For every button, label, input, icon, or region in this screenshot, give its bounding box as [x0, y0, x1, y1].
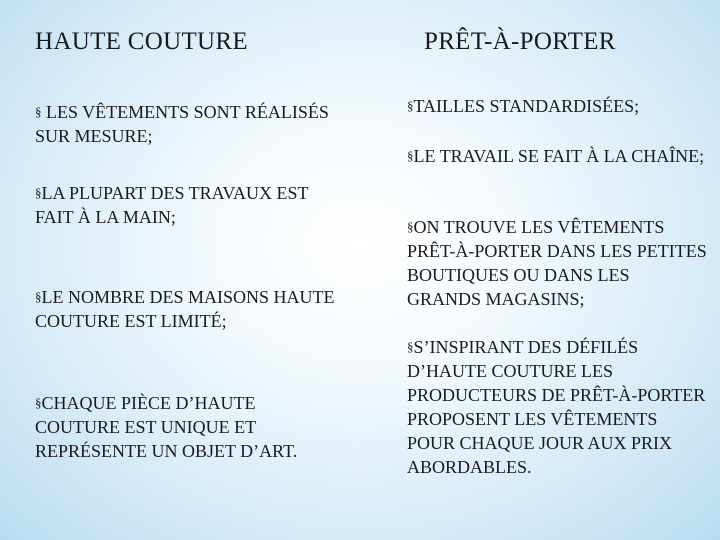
pret-a-porter-item: [407, 94, 707, 118]
haute-couture-item: [35, 181, 335, 229]
bullet-icon: §: [35, 395, 42, 410]
item-text: TAILLES STANDARDISÉES;: [413, 96, 640, 116]
haute-couture-heading: HAUTE COUTURE: [35, 28, 248, 55]
item-text: S’INSPIRANT DES DÉFILÉS D’HAUTE COUTURE LES PRODUCTEURS DE PRÊT-À-PORTER PROPOSENT LES VÊTEMENTS POUR CHAQUE JOUR AUX PRIX ABORDABLES.: [407, 337, 706, 477]
pret-a-porter-item: [407, 144, 707, 168]
bullet-icon: §: [35, 104, 42, 119]
item-text: ON TROUVE LES VÊTEMENTS PRÊT-À-PORTER DANS LES PETITES BOUTIQUES OU DANS LES GRANDS MAGASINS;: [407, 217, 707, 309]
pret-a-porter-item: [407, 335, 707, 479]
bullet-icon: §: [35, 289, 42, 304]
bullet-icon: §: [407, 98, 414, 113]
haute-couture-item: [35, 100, 335, 148]
item-text: CHAQUE PIÈCE D’HAUTE COUTURE EST UNIQUE ET REPRÉSENTE UN OBJET D’ART.: [35, 393, 298, 461]
pret-a-porter-heading: PRÊT-À-PORTER: [424, 28, 616, 55]
item-text: LE NOMBRE DES MAISONS HAUTE COUTURE EST LIMITÉ;: [35, 287, 335, 331]
bullet-icon: §: [407, 219, 414, 234]
bullet-icon: §: [407, 339, 414, 354]
item-text: LA PLUPART DES TRAVAUX EST FAIT À LA MAIN;: [35, 183, 309, 227]
pret-a-porter-item: [407, 215, 707, 311]
bullet-icon: §: [407, 148, 414, 163]
item-text: LES VÊTEMENTS SONT RÉALISÉS SUR MESURE;: [35, 102, 329, 146]
item-text: LE TRAVAIL SE FAIT À LA CHAÎNE;: [413, 146, 705, 166]
bullet-icon: §: [35, 185, 42, 200]
haute-couture-item: [35, 285, 335, 333]
haute-couture-item: [35, 391, 335, 463]
